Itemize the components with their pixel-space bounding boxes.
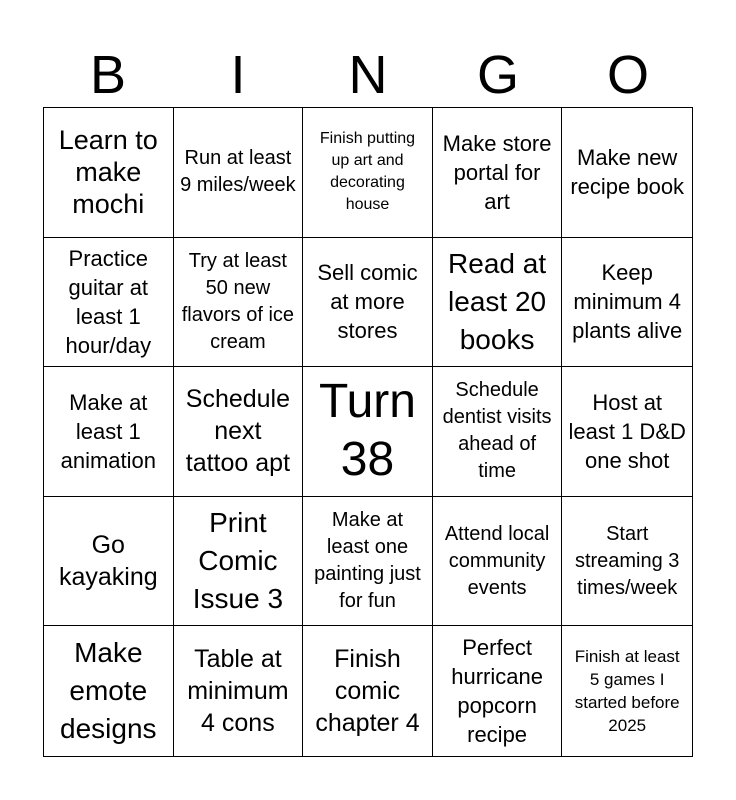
bingo-cell[interactable] xyxy=(562,238,692,368)
bingo-cell[interactable] xyxy=(174,238,304,368)
bingo-cell[interactable] xyxy=(44,367,174,497)
bingo-cell-text: Make at least 1 animation xyxy=(60,389,156,473)
bingo-cell-text: Attend local community events xyxy=(444,522,550,599)
bingo-cell[interactable] xyxy=(303,497,433,627)
bingo-cell[interactable] xyxy=(562,367,692,497)
bingo-cell-text: Practice guitar at least 1 hour/day xyxy=(65,245,152,358)
bingo-cell-text: Make new recipe book xyxy=(570,145,685,200)
bingo-cell[interactable] xyxy=(44,497,174,627)
bingo-cell[interactable] xyxy=(174,497,304,627)
bingo-cell-text: Finish comic chapter 4 xyxy=(315,645,420,738)
bingo-cell[interactable] xyxy=(303,626,433,756)
header-letter-n: N xyxy=(348,45,388,105)
bingo-cell[interactable] xyxy=(433,108,563,238)
bingo-cell-text: Start streaming 3 times/week xyxy=(574,522,680,599)
bingo-cell[interactable] xyxy=(44,626,174,756)
bingo-cell[interactable] xyxy=(433,238,563,368)
bingo-cell-text: Try at least 50 new flavors of ice cream xyxy=(181,249,295,353)
bingo-cell[interactable] xyxy=(562,626,692,756)
bingo-cell[interactable] xyxy=(562,497,692,627)
bingo-cell-text: Schedule dentist visits ahead of time xyxy=(442,379,552,483)
bingo-cell-text: Host at least 1 D&D one shot xyxy=(568,389,686,473)
bingo-card-grid xyxy=(43,107,693,757)
bingo-cell[interactable] xyxy=(433,367,563,497)
header-letter-i: I xyxy=(230,45,246,105)
bingo-cell-text: Make store portal for art xyxy=(442,130,552,214)
bingo-header xyxy=(43,44,693,106)
bingo-cell-text: Learn to make mochi xyxy=(58,125,158,220)
free-space-text: Turn 38 xyxy=(319,375,416,487)
bingo-cell-text: Finish putting up art and decorating house xyxy=(319,130,416,214)
bingo-cell[interactable] xyxy=(174,626,304,756)
bingo-cell-text: Go kayaking xyxy=(58,531,158,592)
bingo-cell[interactable] xyxy=(303,238,433,368)
bingo-cell-text: Table at minimum 4 cons xyxy=(187,645,289,738)
bingo-cell-text: Schedule next tattoo apt xyxy=(185,385,291,478)
bingo-cell[interactable] xyxy=(44,238,174,368)
bingo-cell[interactable] xyxy=(44,108,174,238)
bingo-cell-text: Sell comic at more stores xyxy=(317,260,418,344)
bingo-cell-text: Make emote designs xyxy=(60,637,157,745)
bingo-cell[interactable] xyxy=(174,367,304,497)
bingo-cell-text: Run at least 9 miles/week xyxy=(180,147,296,197)
bingo-cell-text: Print Comic Issue 3 xyxy=(192,507,284,615)
free-space-cell[interactable] xyxy=(303,367,433,497)
bingo-cell[interactable] xyxy=(433,626,563,756)
header-letter-o: O xyxy=(606,45,649,105)
bingo-cell[interactable] xyxy=(303,108,433,238)
bingo-cell-text: Keep minimum 4 plants alive xyxy=(572,260,683,344)
bingo-cell-text: Read at least 20 books xyxy=(448,247,547,355)
bingo-cell-text: Make at least one painting just for fun xyxy=(314,509,421,613)
bingo-cell[interactable] xyxy=(562,108,692,238)
bingo-cell-text: Perfect hurricane popcorn recipe xyxy=(451,635,543,748)
bingo-cell-text: Finish at least 5 games I started before 2025 xyxy=(574,647,680,736)
bingo-cell[interactable] xyxy=(174,108,304,238)
header-letter-g: G xyxy=(476,45,519,105)
header-letter-b: B xyxy=(89,45,127,105)
bingo-cell[interactable] xyxy=(433,497,563,627)
